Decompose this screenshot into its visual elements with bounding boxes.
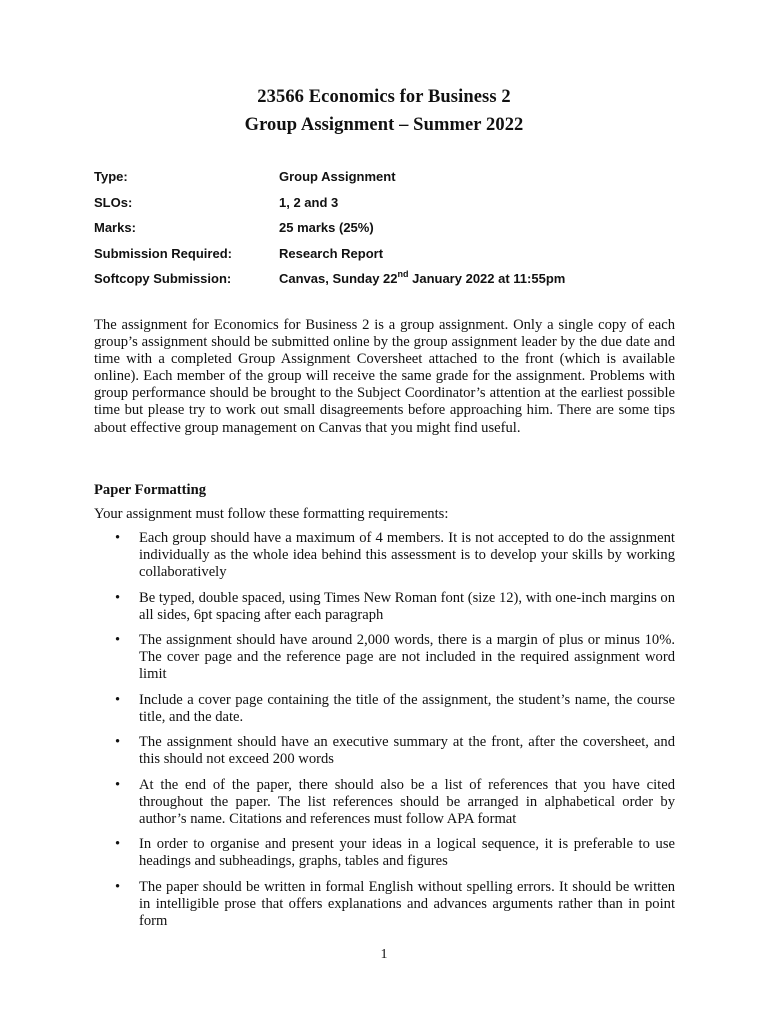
list-item-text: In order to organise and present your ideas in a logical sequence, it is preferable to use headings and subheadings, graphs, tables and figures xyxy=(139,836,675,870)
detail-value-deadline xyxy=(279,268,566,287)
list-item-text: Include a cover page containing the title of the assignment, the student’s name, the course title, and the date. xyxy=(139,691,675,725)
deadline-text: Canvas, Sunday 22 xyxy=(279,271,398,287)
bullet-icon: • xyxy=(115,632,121,649)
section-heading: Paper Formatting xyxy=(94,482,206,498)
document-subtitle: Group Assignment – Summer 2022 xyxy=(244,115,524,135)
page-number: 1 xyxy=(380,947,388,962)
list-item xyxy=(94,734,675,768)
list-item-text: The paper should be written in formal English without spelling errors. It should be written in intelligible prose that offers explanations and advances arguments rather than in point form xyxy=(139,878,675,929)
bullet-icon: • xyxy=(115,836,121,853)
bullet-icon: • xyxy=(115,530,121,546)
ordinal-suffix: nd xyxy=(397,268,409,279)
bullet-icon: • xyxy=(115,734,121,751)
list-item-text: Each group should have a maximum of 4 members. It is not accepted to do the assignment individually as the whole idea behind this assessment is to develop your skills by working collaboratively xyxy=(139,530,675,581)
list-item-text: Be typed, double spaced, using Times New Roman font (size 12), with one-inch margins on all sides, 6pt spacing after each paragraph xyxy=(139,589,675,623)
bullet-icon: • xyxy=(115,776,121,793)
bullet-icon: • xyxy=(115,691,121,708)
detail-value: Research Report xyxy=(279,245,384,261)
deadline-text-rest: January 2022 at 11:55pm xyxy=(408,271,566,287)
bullet-icon: • xyxy=(115,878,121,895)
assignment-details xyxy=(94,164,565,292)
detail-row-submission xyxy=(94,241,565,267)
list-item xyxy=(94,530,675,581)
list-item xyxy=(94,590,675,624)
list-item xyxy=(94,632,675,683)
detail-value: 1, 2 and 3 xyxy=(279,194,339,210)
detail-label: Softcopy Submission: xyxy=(94,271,232,287)
list-item-text: The assignment should have an executive summary at the front, after the coversheet, and this should not exceed 200 words xyxy=(139,734,675,768)
formatting-requirements-list xyxy=(94,530,675,938)
bullet-icon: • xyxy=(115,589,121,606)
detail-row-type xyxy=(94,164,565,190)
detail-row-slos xyxy=(94,190,565,216)
list-item-text: At the end of the paper, there should also be a list of references that you have cited throughout the paper. The list references should be arranged in alphabetical order by author’s name. Citations and references must follow APA format xyxy=(139,776,675,827)
section-lead: Your assignment must follow these formatting requirements: xyxy=(94,506,449,522)
list-item xyxy=(94,777,675,828)
list-item-text: The assignment should have around 2,000 words, there is a margin of plus or minus 10%. The cover page and the reference page are not included in the required assignment word limit xyxy=(139,632,675,683)
list-item xyxy=(94,879,675,930)
detail-label: Type: xyxy=(94,169,128,185)
detail-label: Marks: xyxy=(94,220,136,236)
list-item xyxy=(94,836,675,870)
detail-label: Submission Required: xyxy=(94,245,232,261)
list-item xyxy=(94,692,675,726)
detail-value: 25 marks (25%) xyxy=(279,220,374,236)
detail-value: Group Assignment xyxy=(279,169,396,185)
detail-row-marks xyxy=(94,215,565,241)
detail-row-softcopy xyxy=(94,266,565,292)
document-title: 23566 Economics for Business 2 xyxy=(257,87,511,107)
detail-label: SLOs: xyxy=(94,194,133,210)
intro-paragraph: The assignment for Economics for Business 2 is a group assignment. Only a single copy of each group’s assignment should be submitted online by the group assignment leader by the due date and time with a completed Group Assignment Coversheet attached to the front (which is available online). Each member of the group will receive the same grade for the assignment. Problems with group performance should be brought to the Subject Coordinator’s attention at the earliest possible time but please try to work out small disagreements before approaching him. There are some tips about effective group management on Canvas that you might find useful. xyxy=(94,317,675,436)
